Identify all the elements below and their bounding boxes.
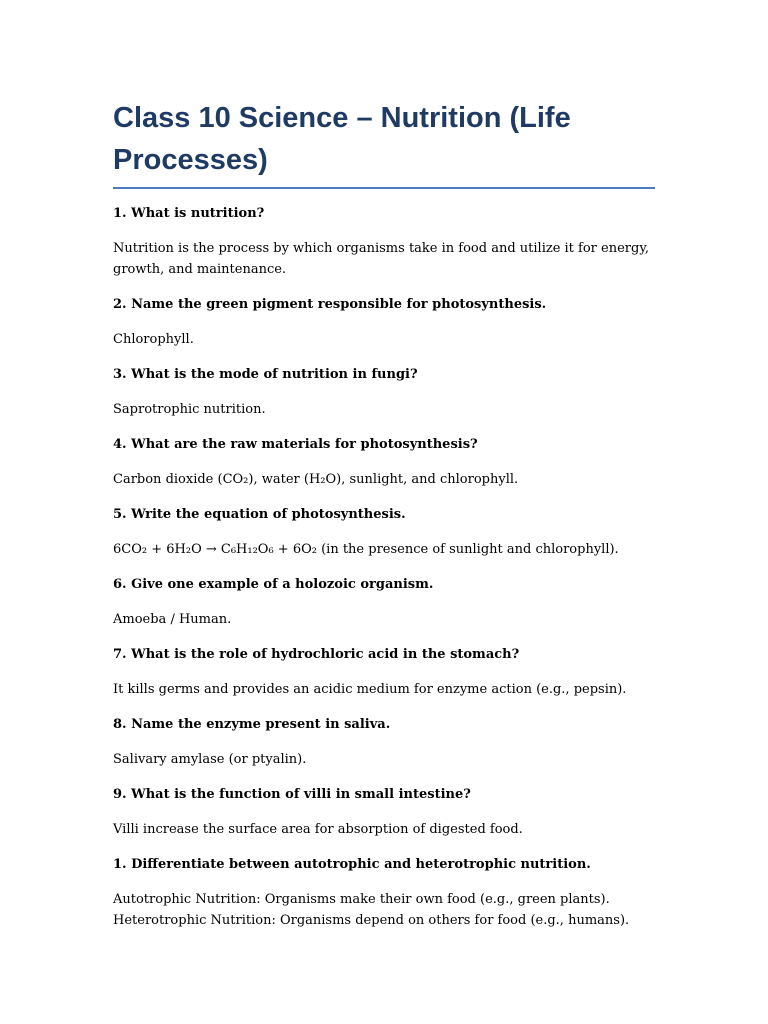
question-7: 7. What is the role of hydrochloric acid in the stomach? — [113, 647, 520, 662]
answer-7-line-1: It kills germs and provides an acidic medium for enzyme action (e.g., pepsin). — [113, 682, 627, 697]
question-5: 5. Write the equation of photosynthesis. — [113, 507, 406, 522]
answer-9 — [113, 819, 658, 840]
answer-3 — [113, 399, 658, 420]
answer-10-line-2: Heterotrophic Nutrition: Organisms depend on others for food (e.g., humans). — [113, 913, 630, 928]
answer-7 — [113, 679, 658, 700]
answer-6-line-1: Amoeba / Human. — [113, 612, 232, 627]
qa-item-3 — [113, 364, 658, 420]
answer-9-line-1: Villi increase the surface area for absorption of digested food. — [113, 822, 523, 837]
question-8: 8. Name the enzyme present in saliva. — [113, 717, 391, 732]
document-page — [113, 97, 658, 945]
answer-6 — [113, 609, 658, 630]
answer-1-line-1: Nutrition is the process by which organisms take in food and utilize it for energy, growth, and maintenance. — [113, 241, 650, 277]
qa-item-8 — [113, 714, 658, 770]
answer-8-line-1: Salivary amylase (or ptyalin). — [113, 752, 307, 767]
answer-5 — [113, 539, 658, 560]
question-6: 6. Give one example of a holozoic organism. — [113, 577, 434, 592]
answer-2 — [113, 329, 658, 350]
question-10: 1. Differentiate between autotrophic and heterotrophic nutrition. — [113, 857, 591, 872]
qa-item-5 — [113, 504, 658, 560]
question-2: 2. Name the green pigment responsible for photosynthesis. — [113, 297, 547, 312]
question-4: 4. What are the raw materials for photosynthesis? — [113, 437, 478, 452]
qa-item-9 — [113, 784, 658, 840]
answer-4 — [113, 469, 658, 490]
qa-item-1 — [113, 203, 658, 280]
answer-1 — [113, 238, 658, 280]
qa-item-4 — [113, 434, 658, 490]
answer-2-line-1: Chlorophyll. — [113, 332, 194, 347]
qa-item-6 — [113, 574, 658, 630]
question-3: 3. What is the mode of nutrition in fungi? — [113, 367, 418, 382]
qa-item-10 — [113, 854, 658, 931]
answer-3-line-1: Saprotrophic nutrition. — [113, 402, 266, 417]
title-divider — [113, 187, 655, 189]
qa-item-7 — [113, 644, 658, 700]
answer-4-line-1: Carbon dioxide (CO₂), water (H₂O), sunlight, and chlorophyll. — [113, 472, 519, 487]
answer-10-line-1: Autotrophic Nutrition: Organisms make their own food (e.g., green plants). — [113, 892, 610, 907]
question-9: 9. What is the function of villi in small intestine? — [113, 787, 471, 802]
answer-10 — [113, 889, 658, 931]
answer-5-line-1: 6CO₂ + 6H₂O → C₆H₁₂O₆ + 6O₂ (in the presence of sunlight and chlorophyll). — [113, 542, 619, 557]
answer-8 — [113, 749, 658, 770]
qa-item-2 — [113, 294, 658, 350]
document-title: Class 10 Science – Nutrition (Life Processes) — [113, 102, 571, 176]
question-1: 1. What is nutrition? — [113, 206, 265, 221]
